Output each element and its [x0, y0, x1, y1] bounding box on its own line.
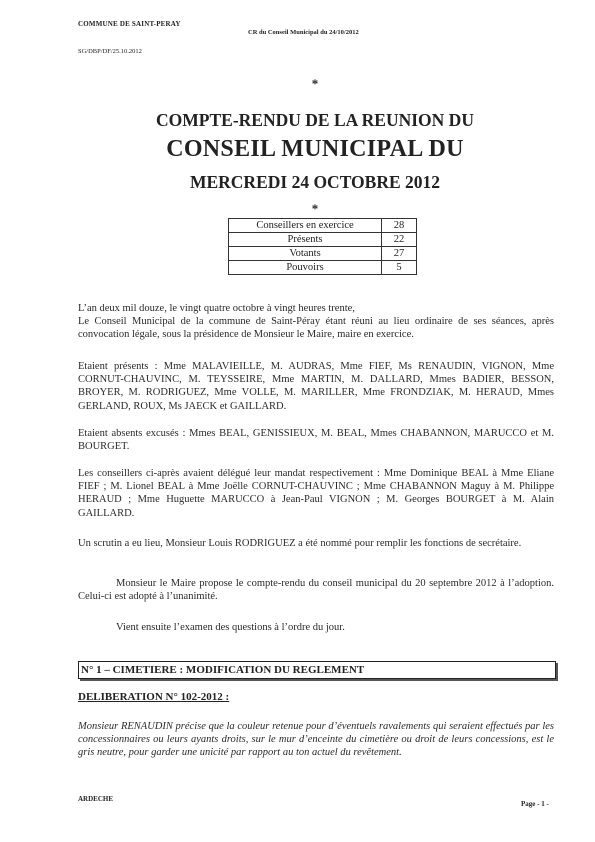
deliberation-number: DELIBERATION N° 102-2012 : — [78, 691, 230, 703]
count-value: 28 — [382, 219, 417, 233]
footer-department: ARDECHE — [78, 795, 114, 803]
count-label: Présents — [229, 233, 382, 247]
table-row — [229, 233, 417, 247]
ordre-du-jour-text: Vient ensuite l’examen des questions à l’ordre du jour. — [116, 622, 345, 633]
absents-text: Etaient absents excusés : Mmes BEAL, GENISSIEUX, M. BEAL, Mmes CHABANNON, MARUCCO et M. BOURGET. — [78, 428, 554, 453]
opening-paragraph — [78, 302, 554, 342]
mandats-text: Les conseillers ci-après avaient délégué leur mandat respectivement : Mme Dominique BEAL à Mme Eliane FIEF ; M. Lionel BEAL à Mme Joëlle CORNUT-CHAUVINC ; Mme CHABANNON Maguy à M. Philippe HERAUD ; Mme Huguette MARUCCO à Jean-Paul VIGNON ; M. Georges BOURGET à M. Alain GAILLARD. — [78, 468, 554, 519]
presents-paragraph — [78, 360, 554, 413]
document-header-title: CR du Conseil Municipal du 24/10/2012 — [248, 29, 359, 36]
adoption-text: Monsieur le Maire propose le compte-rendu du conseil municipal du 20 septembre 2012 à l’adoption. Celui-ci est adopté à l’unanimité. — [78, 578, 554, 603]
adoption-paragraph — [78, 577, 554, 603]
star-ornament-top: * — [311, 76, 319, 91]
table-row — [229, 219, 417, 233]
page-number: Page - 1 - — [521, 800, 549, 808]
presents-text: Etaient présents : Mme MALAVIEILLE, M. AUDRAS, Mme FIEF, Ms RENAUDIN, VIGNON, Mme CORNUT-CHAUVINC, M. TEYSSEIRE, Mme MARTIN, M. DALLARD, Mmes BADIER, BESSON, BROYER, M. RODRIGUEZ, Mme VOLLE, M. MARILLER, Mme FRONDZIAK, M. HERAUD, Mmes GERLAND, ROUX, Ms JAECK et GAILLARD. — [78, 361, 554, 412]
count-label: Conseillers en exercice — [229, 219, 382, 233]
deliberation-paragraph — [78, 720, 554, 760]
section-heading: N° 1 – CIMETIERE : MODIFICATION DU REGLEMENT — [78, 661, 556, 679]
star-ornament-middle: * — [311, 201, 319, 216]
scrutin-text: Un scrutin a eu lieu, Monsieur Louis RODRIGUEZ a été nommé pour remplir les fonctions de secrétaire. — [78, 538, 522, 549]
absents-paragraph — [78, 427, 554, 453]
scrutin-paragraph — [78, 537, 554, 550]
count-label: Pouvoirs — [229, 261, 382, 275]
opening-line-2: Le Conseil Municipal de la commune de Saint-Péray étant réuni au lieu ordinaire de ses séances, après convocation légale, sous la présidence de Monsieur le Maire, maire en exercice. — [78, 316, 554, 341]
commune-name: COMMUNE DE SAINT-PERAY — [78, 20, 181, 28]
count-value: 5 — [382, 261, 417, 275]
table-row — [229, 247, 417, 261]
document-reference: SG/DBP/DF/25.10.2012 — [78, 48, 142, 55]
title-line-3: MERCREDI 24 OCTOBRE 2012 — [189, 172, 441, 192]
ordre-du-jour-paragraph — [78, 621, 554, 634]
count-label: Votants — [229, 247, 382, 261]
count-value: 22 — [382, 233, 417, 247]
title-line-2: CONSEIL MUNICIPAL DU — [166, 136, 464, 162]
table-row — [229, 261, 417, 275]
deliberation-text: Monsieur RENAUDIN précise que la couleur retenue pour d’éventuels ravalements qui seraient effectués par les concessionnaires ou leurs ayants droits, sur le mur d’enceinte du cimetière ou droit de leurs concessions, est le gris neutre, pour garder une unicité par rapport au ton actuel du revêtement. — [78, 721, 554, 759]
opening-line-1: L’an deux mil douze, le vingt quatre octobre à vingt heures trente, — [78, 303, 355, 314]
count-value: 27 — [382, 247, 417, 261]
mandats-paragraph — [78, 467, 554, 520]
title-line-1: COMPTE-RENDU DE LA REUNION DU — [156, 110, 474, 130]
council-counts-table — [228, 218, 417, 275]
